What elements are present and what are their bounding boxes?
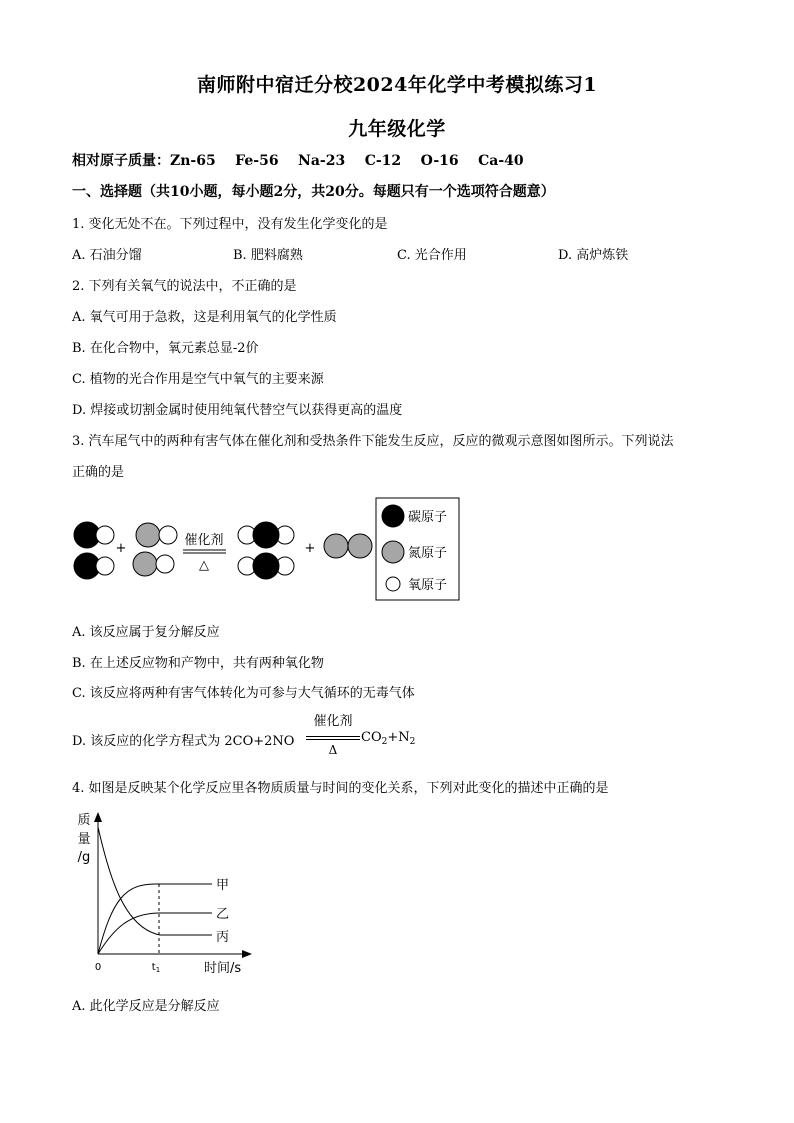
t1-label [152, 962, 160, 974]
equation-plus-n: +N [387, 730, 410, 745]
curve-label-jia: 甲 [216, 878, 230, 893]
page-title: 南师附中宿迁分校2024年化学中考模拟练习1 [196, 74, 598, 96]
curve-yi [98, 913, 212, 954]
equation-n-subscript: 2 [409, 737, 416, 747]
curve-bing [98, 827, 212, 935]
curve-label-yi: 乙 [216, 907, 230, 922]
question-1-option-a: A. 石油分馏 [72, 248, 142, 263]
question-3-option-c: C. 该反应将两种有害气体转化为可参与大气循环的无毒气体 [72, 686, 415, 701]
question-4-stem: 4. 如图是反映某个化学反应里各物质质量与时间的变化关系，下列对此变化的描述中正确的是 [72, 781, 609, 796]
catalyst-label: 催化剂 [184, 533, 224, 548]
question-3-equation-products [361, 730, 415, 747]
n2-molecule [324, 534, 372, 558]
carbon-atom-legend-icon [382, 505, 404, 527]
origin-label: 0 [94, 962, 102, 973]
curve-label-bing: 丙 [216, 930, 230, 945]
question-3-option-a: A. 该反应属于复分解反应 [72, 625, 220, 640]
plus-sign: + [115, 541, 127, 556]
legend-carbon-label: 碳原子 [408, 510, 448, 525]
question-4-option-a: A. 此化学反应是分解反应 [72, 999, 220, 1014]
section-heading: 一、选择题（共10小题，每小题2分，共20分。每题只有一个选项符合题意） [72, 184, 555, 200]
x-axis-label: 时间/s [204, 961, 242, 976]
question-3-option-d-prefix: D. 该反应的化学方程式为 2CO+2NO [72, 734, 295, 749]
question-3-option-b: B. 在上述反应物和产物中，共有两种氧化物 [72, 656, 324, 671]
question-2-option-a: A. 氧气可用于急救，这是利用氧气的化学性质 [72, 310, 337, 325]
plus-sign: + [304, 541, 316, 556]
question-3-stem-line-2: 正确的是 [72, 465, 125, 480]
question-1-option-c: C. 光合作用 [397, 248, 467, 263]
atomic-masses: 相对原子质量：Zn-65 Fe-56 Na-23 C-12 O-16 Ca-40 [72, 153, 524, 169]
legend-nitrogen-label: 氮原子 [408, 546, 448, 561]
t1-label-t: t [151, 962, 156, 973]
y-axis-arrow-icon [94, 812, 102, 822]
no-molecule [136, 523, 177, 547]
co-molecule [74, 553, 114, 579]
question-3-stem-line-1: 3. 汽车尾气中的两种有害气体在催化剂和受热条件下能发生反应，反应的微观示意图如图所示。下列说法 [72, 434, 674, 449]
co2-molecule [238, 553, 294, 579]
heat-symbol: △ [199, 558, 209, 573]
page-subtitle: 九年级化学 [348, 118, 446, 140]
question-2-option-b: B. 在化合物中，氧元素总显-2价 [72, 341, 259, 356]
y-axis-label-1: 质 [77, 813, 91, 828]
oxygen-atom-legend-icon [386, 577, 400, 591]
legend-box [376, 498, 459, 600]
equation-arrow-line [306, 739, 360, 740]
y-axis-label-2: 量 [77, 832, 91, 847]
equation-catalyst-label: 催化剂 [313, 714, 353, 729]
legend-oxygen-label: 氧原子 [408, 578, 448, 593]
co-molecule [74, 522, 114, 548]
question-1-stem: 1. 变化无处不在。下列过程中，没有发生化学变化的是 [72, 217, 388, 232]
equation-reaction-arrow [306, 710, 360, 760]
question-1-option-d: D. 高炉炼铁 [558, 248, 629, 263]
equation-co: CO [361, 730, 382, 745]
curve-jia [98, 884, 212, 954]
co2-molecule [238, 522, 294, 548]
question-2-option-d: D. 焊接或切割金属时使用纯氧代替空气以获得更高的温度 [72, 403, 403, 418]
x-axis-arrow-icon [242, 950, 252, 958]
nitrogen-atom-legend-icon [382, 541, 404, 563]
no-molecule [133, 552, 174, 576]
question-2-option-c: C. 植物的光合作用是空气中氧气的主要来源 [72, 372, 324, 387]
question-1-option-b: B. 肥料腐熟 [233, 248, 303, 263]
equation-arrow-line [306, 736, 360, 737]
y-axis-label-3: /g [77, 850, 91, 865]
equation-heat-symbol: Δ [328, 743, 338, 757]
equation-co-subscript: 2 [381, 737, 388, 747]
t1-label-subscript: 1 [155, 966, 161, 974]
question-2-stem: 2. 下列有关氧气的说法中，不正确的是 [72, 279, 297, 294]
